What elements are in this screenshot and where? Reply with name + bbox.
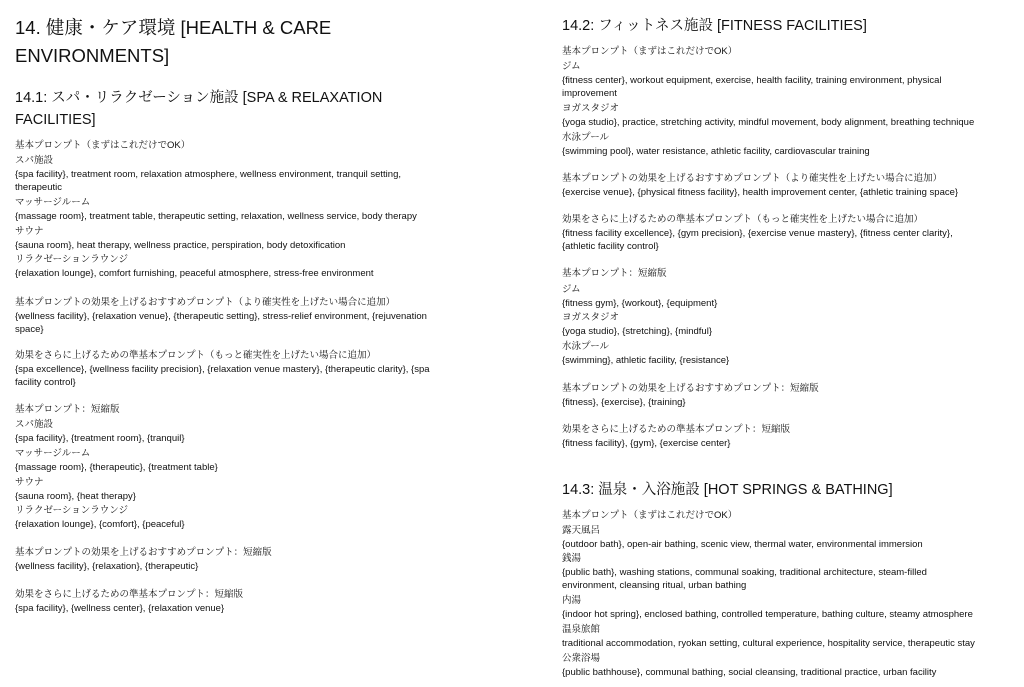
- item-name: ジム: [562, 284, 581, 295]
- item-name: 水泳プール: [562, 341, 610, 352]
- item-name: 公衆浴場: [562, 653, 601, 664]
- item-desc: therapeutic: [15, 182, 63, 193]
- item-name: 内湯: [562, 595, 582, 606]
- item-name: スパ施設: [15, 155, 54, 166]
- item-desc: {relaxation lounge}, comfort furnishing, peaceful atmosphere, stress-free environment: [15, 268, 374, 279]
- item-name: 銭湯: [562, 553, 582, 564]
- item-desc: {swimming}, athletic facility, {resistance}: [562, 355, 730, 366]
- section-title-line2: FACILITIES]: [15, 112, 96, 128]
- item-name: 水泳プール: [562, 132, 610, 143]
- item-desc: environment, cleansing ritual, urban bathing: [562, 580, 747, 591]
- item-desc: {relaxation lounge}, {comfort}, {peaceful}: [15, 519, 185, 530]
- item-desc: improvement: [562, 88, 617, 99]
- recommended-prompt-label: 基本プロンプトの効果を上げるおすすめプロンプト（より確実性を上げたい場合に追加）: [562, 173, 943, 184]
- item-name: 露天風呂: [562, 525, 601, 536]
- advanced-prompt-label: 効果をさらに上げるための準基本プロンプト（もっと確実性を上げたい場合に追加）: [562, 214, 924, 225]
- item-name: ジム: [562, 61, 581, 72]
- advanced-short-prompt: {spa facility}, {wellness center}, {relaxation venue}: [15, 603, 225, 614]
- chapter-title-line2: ENVIRONMENTS]: [15, 45, 170, 66]
- recommended-prompt: {exercise venue}, {physical fitness facility}, health improvement center, {athletic training space}: [562, 187, 959, 198]
- item-desc: {spa facility}, {treatment room}, {tranquil}: [15, 433, 185, 444]
- item-desc: {public bath}, washing stations, communal soaking, traditional architecture, steam-filled: [562, 567, 927, 578]
- item-desc: {massage room}, treatment table, therapeutic setting, relaxation, wellness service, body therapy: [15, 211, 417, 222]
- advanced-short-prompt: {fitness facility}, {gym}, {exercise center}: [562, 438, 731, 449]
- item-desc: traditional accommodation, ryokan setting, cultural experience, hospitality service, therapeutic stay: [562, 638, 975, 649]
- advanced-prompt: {spa excellence}, {wellness facility precision}, {relaxation venue mastery}, {therapeutic clarity}, {spa: [15, 364, 430, 375]
- advanced-prompt-label: 効果をさらに上げるための準基本プロンプト（もっと確実性を上げたい場合に追加）: [15, 350, 377, 361]
- item-name: ヨガスタジオ: [562, 312, 620, 323]
- item-name: 温泉旅館: [562, 624, 601, 635]
- recommended-prompt-label: 基本プロンプトの効果を上げるおすすめプロンプト（より確実性を上げたい場合に追加）: [15, 297, 396, 308]
- item-name: マッサージルーム: [15, 448, 91, 459]
- item-desc: {outdoor bath}, open-air bathing, scenic view, thermal water, environmental immersion: [562, 539, 923, 550]
- basic-prompt-label: 基本プロンプト（まずはこれだけでOK）: [15, 140, 191, 151]
- short-prompt-label: 基本プロンプト：短縮版: [15, 404, 120, 415]
- recommended-short-prompt: {wellness facility}, {relaxation}, {therapeutic}: [15, 561, 199, 572]
- item-desc: {yoga studio}, practice, stretching activity, mindful movement, body alignment, breathing technique: [562, 117, 975, 128]
- item-name: スパ施設: [15, 419, 54, 430]
- advanced-prompt: {athletic facility control}: [562, 241, 659, 252]
- advanced-prompt: {fitness facility excellence}, {gym precision}, {exercise venue mastery}, {fitness center clarity},: [562, 228, 953, 239]
- basic-prompt-label: 基本プロンプト（まずはこれだけでOK）: [562, 46, 738, 57]
- recommended-prompt: {wellness facility}, {relaxation venue}, {therapeutic setting}, stress-relief environment, {rejuvenation: [15, 311, 427, 322]
- item-name: サウナ: [15, 226, 44, 237]
- section-title: 14.2: フィットネス施設 [FITNESS FACILITIES]: [562, 18, 867, 34]
- item-desc: {sauna room}, heat therapy, wellness practice, perspiration, body detoxification: [15, 240, 346, 251]
- short-prompt-label: 基本プロンプト：短縮版: [562, 268, 667, 279]
- item-name: リラクゼーションラウンジ: [15, 505, 129, 516]
- recommended-short-label: 基本プロンプトの効果を上げるおすすめプロンプト：短縮版: [562, 383, 819, 394]
- item-desc: {public bathhouse}, communal bathing, social cleansing, traditional practice, urban facility: [562, 667, 937, 678]
- item-desc: {fitness gym}, {workout}, {equipment}: [562, 298, 718, 309]
- item-name: サウナ: [15, 477, 44, 488]
- section-title-line1: 14.1: スパ・リラクゼーション施設 [SPA & RELAXATION: [15, 90, 383, 106]
- item-desc: {indoor hot spring}, enclosed bathing, controlled temperature, bathing culture, steamy atmosphere: [562, 609, 973, 620]
- item-name: ヨガスタジオ: [562, 103, 620, 114]
- item-desc: {massage room}, {therapeutic}, {treatment table}: [15, 462, 218, 473]
- item-name: マッサージルーム: [15, 197, 91, 208]
- section-title: 14.3: 温泉・入浴施設 [HOT SPRINGS & BATHING]: [562, 482, 893, 498]
- item-desc: {yoga studio}, {stretching}, {mindful}: [562, 326, 712, 337]
- basic-prompt-label: 基本プロンプト（まずはこれだけでOK）: [562, 510, 738, 521]
- advanced-prompt: facility control}: [15, 377, 76, 388]
- advanced-short-label: 効果をさらに上げるための準基本プロンプト：短縮版: [15, 589, 244, 600]
- item-desc: {swimming pool}, water resistance, athletic facility, cardiovascular training: [562, 146, 870, 157]
- item-desc: {fitness center}, workout equipment, exercise, health facility, training environment, physical: [562, 75, 942, 86]
- recommended-prompt: space}: [15, 324, 44, 335]
- recommended-short-label: 基本プロンプトの効果を上げるおすすめプロンプト：短縮版: [15, 547, 272, 558]
- chapter-title-line1: 14. 健康・ケア環境 [HEALTH & CARE: [15, 17, 332, 38]
- item-name: リラクゼーションラウンジ: [15, 254, 129, 265]
- recommended-short-prompt: {fitness}, {exercise}, {training}: [562, 397, 686, 408]
- item-desc: {sauna room}, {heat therapy}: [15, 491, 136, 502]
- item-desc: {spa facility}, treatment room, relaxation atmosphere, wellness environment, tranquil setting,: [15, 169, 401, 180]
- advanced-short-label: 効果をさらに上げるための準基本プロンプト：短縮版: [562, 424, 791, 435]
